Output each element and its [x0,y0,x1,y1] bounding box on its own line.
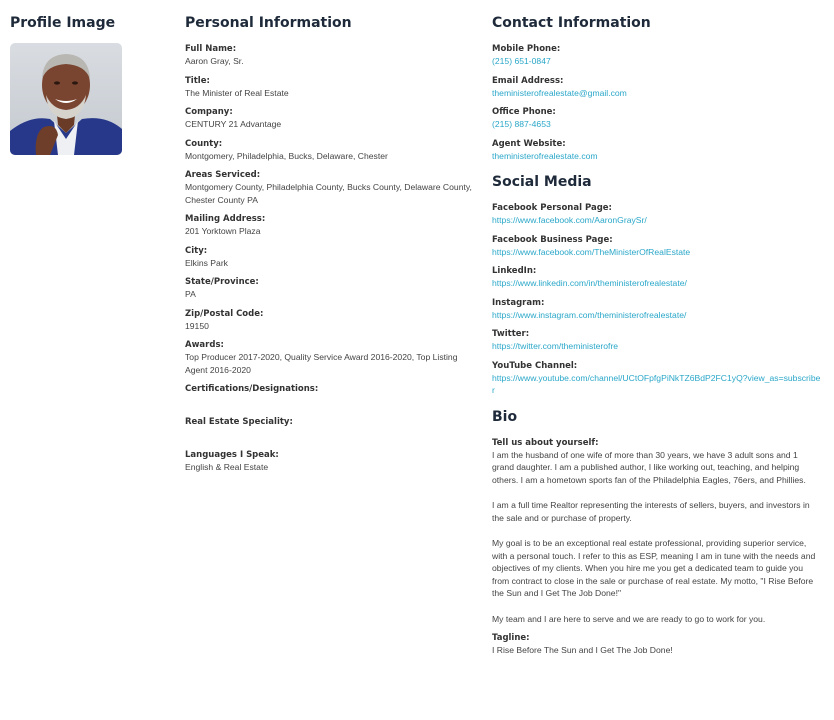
field-label: Areas Serviced: [185,170,261,180]
facebook-business-link[interactable]: https://www.facebook.com/TheMinisterOfRealEstate [492,246,691,257]
field-instagram [492,297,822,322]
field-value: PA [185,289,196,299]
field-value: Montgomery, Philadelphia, Bucks, Delaware, Chester [185,150,388,161]
bio-paragraph: I am a full time Realtor representing the interests of sellers, buyers, and investors in the sale and or purchase of property. [492,500,810,523]
field-agent-website [492,138,822,163]
field-value: Top Producer 2017-2020, Quality Service Award 2016-2020, Top Listing Agent 2016-2020 [185,352,458,375]
field-label: Certifications/Designations: [185,384,319,394]
field-certifications [185,383,475,409]
field-label: Facebook Business Page: [492,234,613,245]
field-label: Title: [185,75,210,86]
field-city [185,245,475,270]
bio-paragraph: My team and I are here to serve and we are ready to go to work for you. [492,613,766,624]
field-linkedin [492,265,822,290]
contact-info-heading: Contact Information [492,15,651,31]
field-areas-serviced [185,169,475,206]
office-phone-link[interactable]: (215) 887-4653 [492,119,551,129]
instagram-link[interactable]: https://www.instagram.com/theministerofrealestate/ [492,309,687,320]
field-value [185,395,475,409]
field-office-phone [492,106,822,131]
youtube-link[interactable]: https://www.youtube.com/channel/UCtOFpfgPiNkTZ6BdP2FC1yQ?view_as=subscriber [492,372,821,395]
bio-paragraph: My goal is to be an exceptional real estate professional, providing superior service, with a personal touch. I refer to this as ESP, meaning I am in tune with the needs and objectives of my clients. When you hire me you get a dedicated team to guide you from contract to close in the sale or purchase of real estate. My motto, "I Rise Before the Sun and I Get The Job Done!" [492,538,816,598]
field-label: Zip/Postal Code: [185,308,264,319]
field-label: Instagram: [492,297,545,308]
personal-info-column [185,0,475,481]
profile-photo [10,43,122,155]
field-value: Elkins Park [185,257,228,268]
field-label: Email Address: [492,75,564,86]
field-county [185,138,475,163]
field-label: Languages I Speak: [185,450,279,460]
field-mobile-phone [492,43,822,68]
personal-info-heading: Personal Information [185,15,352,31]
field-label: Full Name: [185,44,237,54]
field-value: 19150 [185,320,209,331]
bio-paragraph: I am the husband of one wife of more than 30 years, we have 3 adult sons and 1 grand daughter. I am a published author, I like working out, teaching, and helping others. I am a hometown sports fan of the Philadelphia Eagles, 76ers, and Phillies. [492,449,806,485]
contact-column [492,0,822,657]
field-value: 201 Yorktown Plaza [185,226,261,236]
field-facebook-personal [492,202,822,227]
field-awards [185,339,475,376]
profile-image-heading: Profile Image [10,15,116,31]
field-label: Mobile Phone: [492,44,561,54]
bio-about-label: Tell us about yourself: [492,437,599,448]
field-zip [185,308,475,333]
field-value: English & Real Estate [185,462,269,472]
field-label: Facebook Personal Page: [492,203,612,213]
field-label: City: [185,245,208,256]
bio-section [492,437,822,657]
field-title [185,75,475,100]
mobile-phone-link[interactable]: (215) 651-0847 [492,56,551,66]
field-facebook-business [492,234,822,259]
field-label: Twitter: [492,329,530,339]
field-email [492,75,822,100]
email-link[interactable]: theministerofrealestate@gmail.com [492,87,627,98]
field-label: Mailing Address: [185,214,266,224]
field-label: Agent Website: [492,138,566,149]
field-label: Real Estate Speciality: [185,417,293,427]
agent-website-link[interactable]: theministerofrealestate.com [492,150,598,161]
field-label: State/Province: [185,277,259,287]
field-label: YouTube Channel: [492,360,578,371]
twitter-link[interactable]: https://twitter.com/theministerofre [492,341,619,351]
avatar [10,43,122,155]
field-state [185,276,475,301]
field-label: Awards: [185,340,224,350]
field-label: LinkedIn: [492,266,537,276]
linkedin-link[interactable]: https://www.linkedin.com/in/theministerofrealestate/ [492,278,687,288]
field-value: CENTURY 21 Advantage [185,119,282,129]
field-value [185,428,475,442]
field-youtube [492,360,822,397]
field-speciality [185,416,475,442]
field-label: Company: [185,107,233,117]
field-label: County: [185,138,223,149]
field-twitter [492,328,822,353]
facebook-personal-link[interactable]: https://www.facebook.com/AaronGraySr/ [492,215,647,225]
field-company [185,106,475,131]
field-value: Montgomery County, Philadelphia County, Bucks County, Delaware County, Chester County PA [185,182,472,205]
field-languages [185,449,475,474]
field-full-name [185,43,475,68]
social-media-heading: Social Media [492,174,592,190]
tagline-label: Tagline: [492,633,530,643]
field-mailing-address [185,213,475,238]
profile-column [10,0,170,155]
tagline-value: I Rise Before The Sun and I Get The Job Done! [492,645,673,655]
field-value: Aaron Gray, Sr. [185,56,244,66]
bio-heading: Bio [492,408,518,425]
field-label: Office Phone: [492,107,556,117]
field-value: The Minister of Real Estate [185,87,289,98]
